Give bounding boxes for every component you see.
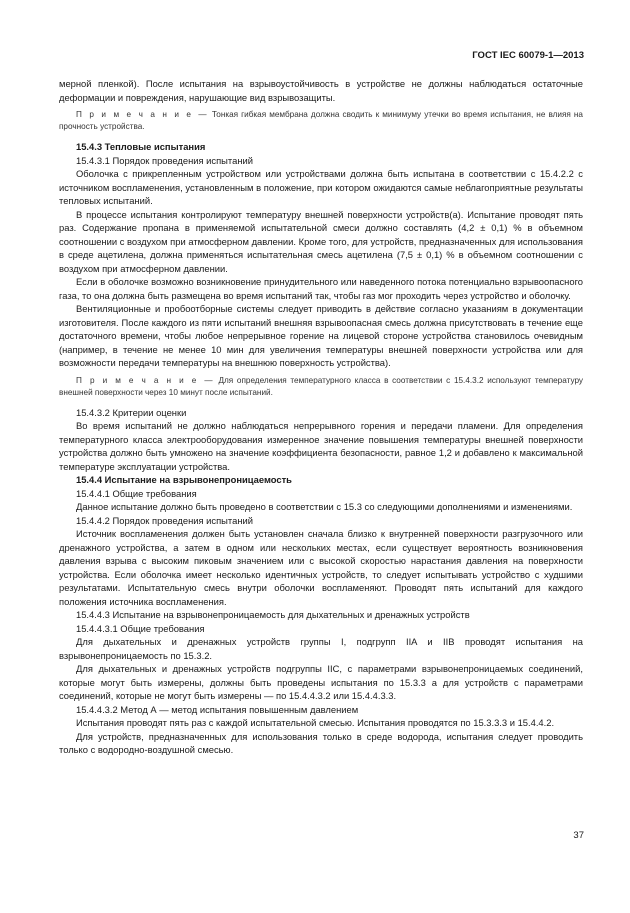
note-text: Тонкая гибкая мембрана должна сводить к минимуму утечки во время испытания, не влияя на прочность устройства. xyxy=(59,110,583,131)
subsection-heading: 15.4.4.1 Общие требования xyxy=(76,487,197,499)
paragraph: Для устройств, предназначенных для использования только в среде водорода, испытания следует проводить только с водородно-воздушной смесью. xyxy=(59,730,583,755)
paragraph: Данное испытание должно быть проведено в соответствии с 15.3 со следующими дополнениями и изменениями. xyxy=(76,501,573,512)
paragraph: Вентиляционные и пробоотборные системы следует приводить в действие согласно указаниям в документации изготовителя. После каждого из пяти испытаний внешняя взрывоопасная смесь должна присутствовать в течение еще достаточного времени, чтобы любое непрерывное горение на лицевой стороне устройства становилось очевидным (например, в течение не менее 10 мин для увеличения температуры внешней поверхности устройства или для возможности передачи температуры на внешнюю поверхность устройства). xyxy=(59,303,583,368)
subsection-heading: 15.4.3.2 Критерии оценки xyxy=(76,406,187,418)
subsection-heading: 15.4.4.3 Испытание на взрывонепроницаемость для дыхательных и дренажных устройств xyxy=(76,609,470,620)
note xyxy=(59,109,583,133)
paragraph: Источник воспламенения должен быть установлен сначала близко к внутренней поверхности разгрузочного или дренажного устройства, а затем в одном или нескольких местах, если существует вероятность возникновения давления взрыва с высоким пиковым значением или с высокой скоростью нарастания давления на поверхности устройства. Если оболочка имеет несколько идентичных устройств, то следует испытывать устройство с худшими результатами. Испытательную смесь внутри оболочки воспламеняют. Проводят пять испытаний для каждого положения источника воспламенения. xyxy=(59,528,583,607)
subsection-heading: 15.4.4.3.2 Метод А — метод испытания повышенным давлением xyxy=(76,703,359,715)
paragraph: мерной пленкой). После испытания на взрывоустойчивость в устройстве не должны наблюдаться остаточные деформации и повреждения, нарушающие вид взрывозащиты. xyxy=(59,78,583,103)
page-number: 37 xyxy=(573,830,584,841)
document-header: ГОСТ IEC 60079-1—2013 xyxy=(472,50,584,61)
note xyxy=(59,375,583,399)
section-heading: 15.4.4 Испытание на взрывонепроницаемость xyxy=(76,474,292,485)
paragraph: Испытания проводят пять раз с каждой испытательной смесью. Испытания проводятся по 15.3.3.3 и 15.4.4.2. xyxy=(76,717,555,728)
paragraph: В процессе испытания контролируют температуру внешней поверхности устройств(а). Испытание проводят пять раз. Содержание пропана в применяемой испытательной смеси должно составлять (4,2 ± 0,1) % в объемном соотношении с воздухом при атмосферном давлении. Кроме того, для устройств, предназначенных для использования в среде ацетилена, должна применяться испытательная смесь ацетилена (7,5 ± 0,1) % в объемном соотношении с воздухом при атмосферном давлении. xyxy=(59,208,583,274)
subsection-heading: 15.4.4.3.1 Общие требования xyxy=(76,622,205,634)
note-label: П р и м е ч а н и е — xyxy=(76,375,215,385)
paragraph: Для дыхательных и дренажных устройств подгруппы IIC, с параметрами взрывонепроницаемых соединений, которые могут быть измерены, должны быть проведены испытания по 15.3.3 а для устройств с параметрами соединений, которые не могут быть измерены — по 15.4.4.3.2 или 15.4.4.3.3. xyxy=(59,663,583,701)
paragraph: Для дыхательных и дренажных устройств группы I, подгрупп IIA и IIB проводят испытания на взрывонепроницаемость по 15.3.2. xyxy=(59,636,583,661)
section-heading: 15.4.3 Тепловые испытания xyxy=(76,141,206,152)
page-body xyxy=(59,77,583,757)
subsection-heading: 15.4.3.1 Порядок проведения испытаний xyxy=(76,154,253,166)
subsection-heading: 15.4.4.2 Порядок проведения испытаний xyxy=(76,514,253,526)
paragraph: Если в оболочке возможно возникновение принудительного или наведенного потока потенциально взрывоопасного газа, то она должна быть размещена во время испытаний так, чтобы газ мог проходить через устройство и оболочку. xyxy=(59,276,583,301)
paragraph: Во время испытаний не должно наблюдаться непрерывного горения и передачи пламени. Для определения температурного класса электрооборудования измеренное значение повышения температуры внешней поверхности устройства должно быть умножено на значение коэффициента безопасности, равное 1,2 и добавлено к максимальной температуре эксплуатации устройства. xyxy=(59,420,583,472)
note-text: Для определения температурного класса в соответствии с 15.4.3.2 используют температуру внешней поверхности через 10 минут после испытаний. xyxy=(59,375,584,397)
note-label: П р и м е ч а н и е — xyxy=(76,110,209,119)
paragraph: Оболочка с прикрепленным устройством или устройствами должна быть испытана в соответствии с 15.4.2.2 с источником воспламенения, установленным в положение, при котором ожидаются самые неблагоприятные результаты тепловых испытаний. xyxy=(59,168,583,206)
